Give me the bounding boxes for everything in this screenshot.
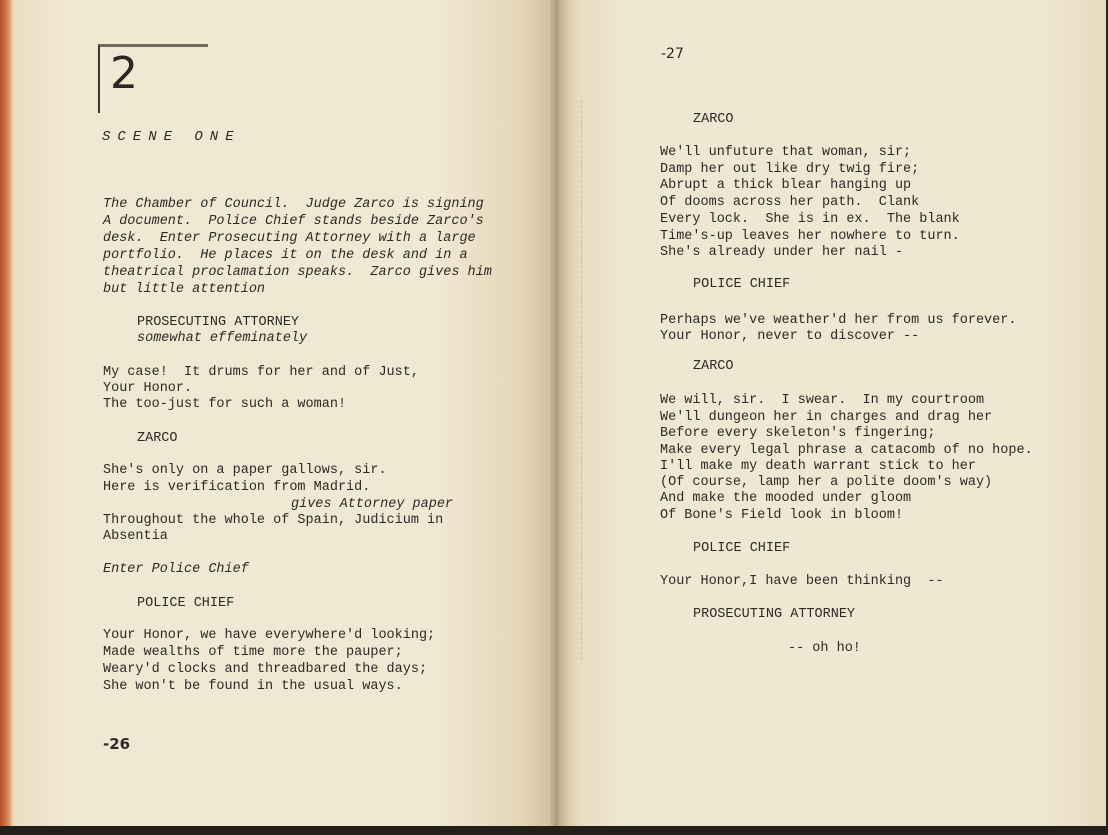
dialogue-line: Throughout the whole of Spain, Judicium in bbox=[103, 513, 444, 528]
dialogue-line: She won't be found in the usual ways. bbox=[103, 679, 403, 694]
left-page bbox=[10, 0, 558, 826]
page-number-left: -26 bbox=[103, 735, 131, 753]
book-gutter bbox=[548, 0, 568, 835]
dialogue-line: Your Honor. bbox=[103, 381, 193, 396]
dialogue-line: Damp her out like dry twig fire; bbox=[660, 162, 920, 177]
inline-stage-direction: gives Attorney paper bbox=[291, 497, 454, 512]
page-number-right: -27 bbox=[661, 46, 684, 62]
dialogue-line: Of Bone's Field look in bloom! bbox=[660, 508, 904, 523]
dialogue-line: The too-just for such a woman! bbox=[103, 397, 347, 412]
speaker-name: POLICE CHIEF bbox=[137, 596, 235, 611]
dialogue-line: Your Honor, we have everywhere'd looking; bbox=[103, 628, 436, 643]
dialogue-line: Abrupt a thick blear hanging up bbox=[660, 178, 912, 193]
dialogue-line: Weary'd clocks and threadbared the days; bbox=[103, 662, 428, 677]
dialogue-line: Your Honor, never to discover -- bbox=[660, 329, 920, 344]
speaker-name: ZARCO bbox=[137, 431, 178, 446]
dialogue-line: Perhaps we've weather'd her from us forever. bbox=[660, 313, 1017, 328]
dialogue-line: Make every legal phrase a catacomb of no hope. bbox=[660, 443, 1033, 458]
dialogue-line: Every lock. She is in ex. The blank bbox=[660, 212, 960, 227]
speaker-name: PROSECUTING ATTORNEY bbox=[693, 607, 856, 622]
speaker-direction: somewhat effeminately bbox=[137, 331, 308, 346]
dialogue-line: Time's-up leaves her nowhere to turn. bbox=[660, 229, 960, 244]
dialogue-line: Made wealths of time more the pauper; bbox=[103, 645, 403, 660]
dialogue-line: Of dooms across her path. Clank bbox=[660, 195, 920, 210]
speaker-name: POLICE CHIEF bbox=[693, 277, 791, 292]
stage-direction-line: The Chamber of Council. Judge Zarco is signing bbox=[103, 197, 484, 212]
dialogue-line: We will, sir. I swear. In my courtroom bbox=[660, 393, 985, 408]
stage-direction-line: portfolio. He places it on the desk and in a bbox=[103, 248, 468, 263]
scene-heading: SCENE ONE bbox=[102, 129, 241, 145]
dialogue-line: We'll unfuture that woman, sir; bbox=[660, 145, 912, 160]
dialogue-line: Your Honor,I have been thinking -- bbox=[660, 574, 944, 589]
dialogue-line: Here is verification from Madrid. bbox=[103, 480, 371, 495]
dialogue-line: Absentia bbox=[103, 529, 168, 544]
dialogue-line: (Of course, lamp her a polite doom's way) bbox=[660, 475, 993, 490]
dialogue-line: Before every skeleton's fingering; bbox=[660, 426, 936, 441]
stage-direction-line: desk. Enter Prosecuting Attorney with a large bbox=[103, 231, 476, 246]
chapter-number: 2 bbox=[110, 48, 138, 99]
book-cover-edge bbox=[0, 0, 14, 835]
dialogue-line: And make the mooded under gloom bbox=[660, 491, 912, 506]
stage-direction-line: theatrical proclamation speaks. Zarco gives him bbox=[103, 265, 492, 280]
dialogue-line: I'll make my death warrant stick to her bbox=[660, 459, 976, 474]
speaker-name: POLICE CHIEF bbox=[693, 541, 791, 556]
margin-rule bbox=[581, 100, 583, 660]
dialogue-line: She's already under her nail - bbox=[660, 245, 904, 260]
dialogue-line: She's only on a paper gallows, sir. bbox=[103, 463, 387, 478]
speaker-name: PROSECUTING ATTORNEY bbox=[137, 315, 300, 330]
entrance-direction: Enter Police Chief bbox=[103, 562, 249, 577]
dialogue-line: -- oh ho! bbox=[788, 641, 861, 656]
dialogue-line: My case! It drums for her and of Just, bbox=[103, 365, 419, 380]
speaker-name: ZARCO bbox=[693, 112, 734, 127]
stage-direction-line: but little attention bbox=[103, 282, 266, 297]
stage-direction-line: A document. Police Chief stands beside Zarco's bbox=[103, 214, 484, 229]
dialogue-line: We'll dungeon her in charges and drag her bbox=[660, 410, 993, 425]
bottom-shadow bbox=[0, 826, 1108, 835]
speaker-name: ZARCO bbox=[693, 359, 734, 374]
